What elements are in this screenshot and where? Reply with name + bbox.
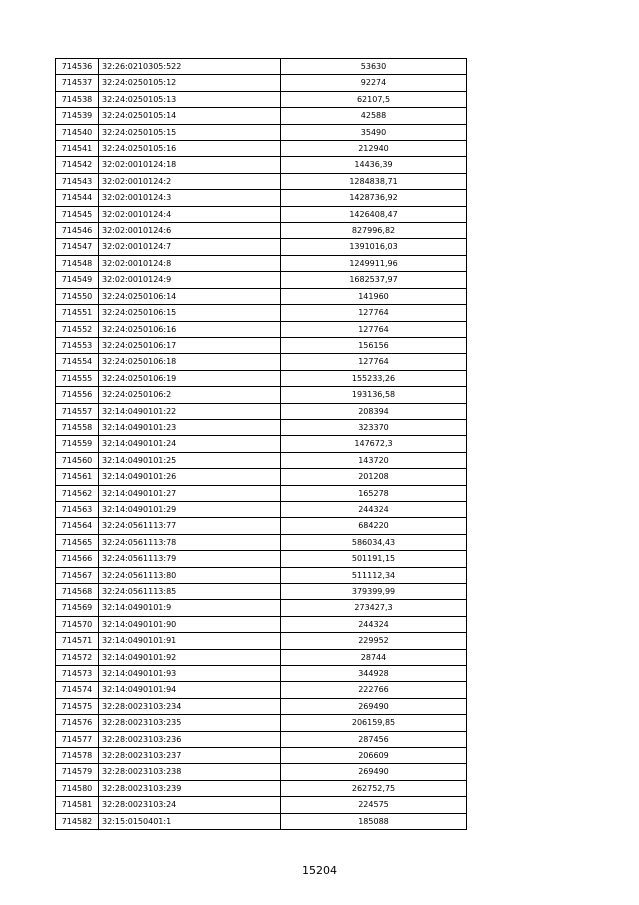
- row-id-cell: 714579: [56, 764, 99, 780]
- row-id-cell: 714541: [56, 141, 99, 157]
- table-row: [56, 190, 467, 206]
- cadastral-number-cell: 32:14:0490101:93: [99, 666, 281, 682]
- cadastral-number-cell: 32:02:0010124:18: [99, 157, 281, 173]
- row-id-cell: 714559: [56, 436, 99, 452]
- table-row: [56, 305, 467, 321]
- value-cell: 1391016,03: [281, 239, 467, 255]
- row-id-cell: 714546: [56, 223, 99, 239]
- table-row: [56, 403, 467, 419]
- value-cell: 1284838,71: [281, 173, 467, 189]
- cadastral-number-cell: 32:24:0250105:15: [99, 124, 281, 140]
- cadastral-number-cell: 32:02:0010124:4: [99, 206, 281, 222]
- table-row: [56, 239, 467, 255]
- table-row: [56, 715, 467, 731]
- cadastral-number-cell: 32:14:0490101:22: [99, 403, 281, 419]
- cadastral-number-cell: 32:28:0023103:24: [99, 797, 281, 813]
- value-cell: 28744: [281, 649, 467, 665]
- value-cell: 62107,5: [281, 91, 467, 107]
- row-id-cell: 714552: [56, 321, 99, 337]
- table-row: [56, 666, 467, 682]
- row-id-cell: 714561: [56, 469, 99, 485]
- row-id-cell: 714573: [56, 666, 99, 682]
- row-id-cell: 714570: [56, 616, 99, 632]
- table-row: [56, 551, 467, 567]
- cadastral-number-cell: 32:15:0150401:1: [99, 813, 281, 829]
- table-row: [56, 649, 467, 665]
- row-id-cell: 714582: [56, 813, 99, 829]
- cadastral-number-cell: 32:24:0561113:77: [99, 518, 281, 534]
- table-row: [56, 288, 467, 304]
- cadastral-number-cell: 32:14:0490101:23: [99, 419, 281, 435]
- cadastral-number-cell: 32:24:0250105:13: [99, 91, 281, 107]
- table-row: [56, 436, 467, 452]
- table-row: [56, 698, 467, 714]
- row-id-cell: 714554: [56, 354, 99, 370]
- cadastral-number-cell: 32:28:0023103:234: [99, 698, 281, 714]
- table-row: [56, 354, 467, 370]
- row-id-cell: 714572: [56, 649, 99, 665]
- cadastral-number-cell: 32:14:0490101:94: [99, 682, 281, 698]
- value-cell: 155233,26: [281, 370, 467, 386]
- row-id-cell: 714555: [56, 370, 99, 386]
- value-cell: 501191,15: [281, 551, 467, 567]
- row-id-cell: 714564: [56, 518, 99, 534]
- value-cell: 143720: [281, 452, 467, 468]
- cadastral-number-cell: 32:24:0250106:15: [99, 305, 281, 321]
- cadastral-number-cell: 32:24:0561113:78: [99, 534, 281, 550]
- table-row: [56, 223, 467, 239]
- table-body: [56, 59, 467, 830]
- row-id-cell: 714549: [56, 272, 99, 288]
- value-cell: 127764: [281, 321, 467, 337]
- table-row: [56, 813, 467, 829]
- table-row: [56, 633, 467, 649]
- row-id-cell: 714567: [56, 567, 99, 583]
- value-cell: 1426408,47: [281, 206, 467, 222]
- row-id-cell: 714563: [56, 501, 99, 517]
- table-row: [56, 682, 467, 698]
- table-row: [56, 616, 467, 632]
- cadastral-number-cell: 32:14:0490101:29: [99, 501, 281, 517]
- value-cell: 379399,99: [281, 584, 467, 600]
- value-cell: 206609: [281, 748, 467, 764]
- value-cell: 212940: [281, 141, 467, 157]
- value-cell: 684220: [281, 518, 467, 534]
- cadastral-number-cell: 32:02:0010124:7: [99, 239, 281, 255]
- row-id-cell: 714566: [56, 551, 99, 567]
- table-row: [56, 75, 467, 91]
- value-cell: 127764: [281, 305, 467, 321]
- value-cell: 1428736,92: [281, 190, 467, 206]
- value-cell: 127764: [281, 354, 467, 370]
- cadastral-number-cell: 32:28:0023103:236: [99, 731, 281, 747]
- value-cell: 586034,43: [281, 534, 467, 550]
- value-cell: 511112,34: [281, 567, 467, 583]
- row-id-cell: 714576: [56, 715, 99, 731]
- row-id-cell: 714550: [56, 288, 99, 304]
- row-id-cell: 714560: [56, 452, 99, 468]
- cadastral-number-cell: 32:24:0561113:80: [99, 567, 281, 583]
- row-id-cell: 714581: [56, 797, 99, 813]
- table-row: [56, 469, 467, 485]
- cadastral-value-table: [55, 58, 467, 830]
- cadastral-number-cell: 32:14:0490101:24: [99, 436, 281, 452]
- row-id-cell: 714575: [56, 698, 99, 714]
- table-row: [56, 206, 467, 222]
- table-row: [56, 124, 467, 140]
- value-cell: 147672,3: [281, 436, 467, 452]
- value-cell: 244324: [281, 616, 467, 632]
- value-cell: 42588: [281, 108, 467, 124]
- table-row: [56, 141, 467, 157]
- cadastral-number-cell: 32:24:0250106:17: [99, 337, 281, 353]
- table-row: [56, 567, 467, 583]
- value-cell: 92274: [281, 75, 467, 91]
- cadastral-number-cell: 32:14:0490101:9: [99, 600, 281, 616]
- value-cell: 193136,58: [281, 387, 467, 403]
- row-id-cell: 714569: [56, 600, 99, 616]
- cadastral-number-cell: 32:24:0561113:79: [99, 551, 281, 567]
- cadastral-number-cell: 32:02:0010124:3: [99, 190, 281, 206]
- cadastral-number-cell: 32:14:0490101:91: [99, 633, 281, 649]
- cadastral-number-cell: 32:14:0490101:90: [99, 616, 281, 632]
- row-id-cell: 714556: [56, 387, 99, 403]
- value-cell: 1682537,97: [281, 272, 467, 288]
- cadastral-number-cell: 32:14:0490101:92: [99, 649, 281, 665]
- table-row: [56, 797, 467, 813]
- table-row: [56, 59, 467, 75]
- value-cell: 156156: [281, 337, 467, 353]
- value-cell: 1249911,96: [281, 255, 467, 271]
- table-row: [56, 780, 467, 796]
- value-cell: 53630: [281, 59, 467, 75]
- row-id-cell: 714547: [56, 239, 99, 255]
- cadastral-number-cell: 32:24:0250106:2: [99, 387, 281, 403]
- table-row: [56, 337, 467, 353]
- table-row: [56, 748, 467, 764]
- row-id-cell: 714568: [56, 584, 99, 600]
- cadastral-number-cell: 32:24:0561113:85: [99, 584, 281, 600]
- table-row: [56, 731, 467, 747]
- table-row: [56, 321, 467, 337]
- value-cell: 344928: [281, 666, 467, 682]
- row-id-cell: 714562: [56, 485, 99, 501]
- value-cell: 141960: [281, 288, 467, 304]
- cadastral-number-cell: 32:28:0023103:235: [99, 715, 281, 731]
- row-id-cell: 714553: [56, 337, 99, 353]
- page-number: 15204: [302, 864, 337, 877]
- row-id-cell: 714577: [56, 731, 99, 747]
- cadastral-number-cell: 32:02:0010124:9: [99, 272, 281, 288]
- table-row: [56, 534, 467, 550]
- cadastral-number-cell: 32:02:0010124:6: [99, 223, 281, 239]
- row-id-cell: 714574: [56, 682, 99, 698]
- row-id-cell: 714557: [56, 403, 99, 419]
- table-row: [56, 764, 467, 780]
- value-cell: 224575: [281, 797, 467, 813]
- table-row: [56, 387, 467, 403]
- value-cell: 262752,75: [281, 780, 467, 796]
- value-cell: 208394: [281, 403, 467, 419]
- cadastral-number-cell: 32:24:0250106:18: [99, 354, 281, 370]
- row-id-cell: 714537: [56, 75, 99, 91]
- value-cell: 165278: [281, 485, 467, 501]
- cadastral-number-cell: 32:24:0250106:19: [99, 370, 281, 386]
- value-cell: 287456: [281, 731, 467, 747]
- table-row: [56, 157, 467, 173]
- row-id-cell: 714536: [56, 59, 99, 75]
- cadastral-number-cell: 32:14:0490101:25: [99, 452, 281, 468]
- value-cell: 269490: [281, 698, 467, 714]
- cadastral-number-cell: 32:28:0023103:237: [99, 748, 281, 764]
- row-id-cell: 714540: [56, 124, 99, 140]
- table-row: [56, 584, 467, 600]
- cadastral-number-cell: 32:24:0250105:12: [99, 75, 281, 91]
- value-cell: 229952: [281, 633, 467, 649]
- row-id-cell: 714543: [56, 173, 99, 189]
- table-row: [56, 600, 467, 616]
- table-row: [56, 272, 467, 288]
- value-cell: 273427,3: [281, 600, 467, 616]
- table-row: [56, 108, 467, 124]
- row-id-cell: 714548: [56, 255, 99, 271]
- cadastral-number-cell: 32:28:0023103:239: [99, 780, 281, 796]
- row-id-cell: 714578: [56, 748, 99, 764]
- row-id-cell: 714565: [56, 534, 99, 550]
- row-id-cell: 714571: [56, 633, 99, 649]
- cadastral-number-cell: 32:24:0250105:14: [99, 108, 281, 124]
- row-id-cell: 714545: [56, 206, 99, 222]
- table-row: [56, 173, 467, 189]
- row-id-cell: 714542: [56, 157, 99, 173]
- table-row: [56, 91, 467, 107]
- table-row: [56, 419, 467, 435]
- table-row: [56, 485, 467, 501]
- row-id-cell: 714538: [56, 91, 99, 107]
- value-cell: 201208: [281, 469, 467, 485]
- cadastral-number-cell: 32:28:0023103:238: [99, 764, 281, 780]
- value-cell: 14436,39: [281, 157, 467, 173]
- cadastral-number-cell: 32:24:0250105:16: [99, 141, 281, 157]
- value-cell: 35490: [281, 124, 467, 140]
- cadastral-number-cell: 32:14:0490101:27: [99, 485, 281, 501]
- cadastral-number-cell: 32:26:0210305:522: [99, 59, 281, 75]
- row-id-cell: 714551: [56, 305, 99, 321]
- table-row: [56, 501, 467, 517]
- cadastral-number-cell: 32:02:0010124:2: [99, 173, 281, 189]
- cadastral-number-cell: 32:14:0490101:26: [99, 469, 281, 485]
- value-cell: 323370: [281, 419, 467, 435]
- value-cell: 827996,82: [281, 223, 467, 239]
- value-cell: 206159,85: [281, 715, 467, 731]
- cadastral-number-cell: 32:24:0250106:14: [99, 288, 281, 304]
- table-row: [56, 370, 467, 386]
- row-id-cell: 714544: [56, 190, 99, 206]
- value-cell: 244324: [281, 501, 467, 517]
- table-row: [56, 452, 467, 468]
- value-cell: 222766: [281, 682, 467, 698]
- cadastral-number-cell: 32:02:0010124:8: [99, 255, 281, 271]
- cadastral-number-cell: 32:24:0250106:16: [99, 321, 281, 337]
- row-id-cell: 714558: [56, 419, 99, 435]
- value-cell: 269490: [281, 764, 467, 780]
- table-row: [56, 518, 467, 534]
- row-id-cell: 714580: [56, 780, 99, 796]
- row-id-cell: 714539: [56, 108, 99, 124]
- value-cell: 185088: [281, 813, 467, 829]
- table-row: [56, 255, 467, 271]
